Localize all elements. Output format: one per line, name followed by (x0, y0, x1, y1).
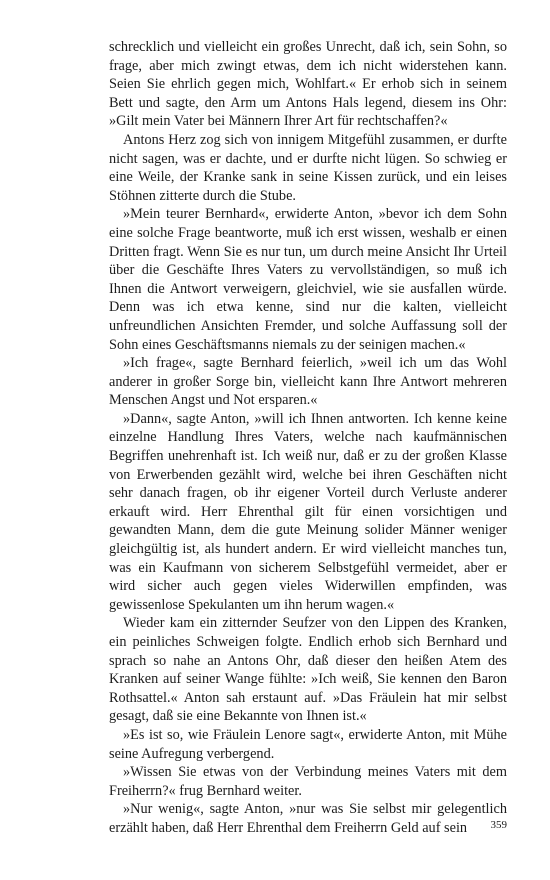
paragraph: »Mein teurer Bernhard«, erwiderte Anton, »bevor ich dem Sohn eine solche Frage beantworte, muß ich erst wissen, weshalb er einen Dritten fragt. Wenn Sie es nur tun, um durch meine Ansicht Ihr Urteil über die Geschäfte Ihres Vaters zu vervollständigen, so muß ich Ihnen die Antwort verweigern, gleichviel, wie sie ausfallen würde. Denn was ich etwa kenne, sind nur die kalten, vielleicht unfreundlichen Ansichten Fremder, und solche Auffassung soll der Sohn eines Geschäftsmanns niemals zu der seinigen machen.« (109, 206, 507, 353)
paragraph: Antons Herz zog sich von innigem Mitgefühl zusammen, er durfte nicht sagen, was er dachte, und er durfte nicht lügen. So schwieg er eine Weile, der Kranke sank in seine Kissen zurück, und ein leises Stöhnen zitterte durch die Stube. (109, 131, 507, 204)
paragraph: »Ich frage«, sagte Bernhard feierlich, »weil ich um das Wohl anderer in großer Sorge bin, vielleicht kann Ihre Antwort mehreren Menschen Angst und Not ersparen.« (109, 355, 507, 409)
paragraph: »Nur wenig«, sagte Anton, »nur was Sie selbst mir gelegentlich erzählt haben, daß Herr Ehrenthal dem Freiherrn Geld auf sein (109, 801, 507, 836)
paragraph: »Es ist so, wie Fräulein Lenore sagt«, erwiderte Anton, mit Mühe seine Aufregung verbergend. (109, 726, 507, 762)
paragraph: Wieder kam ein zitternder Seufzer von den Lippen des Kranken, ein peinliches Schweigen folgte. Endlich erhob sich Bernhard und sprach so nahe an Antons Ohr, daß dieser den heißen Atem des Kranken auf seiner Wange fühlte: »Ich weiß, Sie kennen den Baron Rothsattel.« Anton sah erstaunt auf. »Das Fräulein hat mir selbst gesagt, daß sie eine Bekannte von Ihnen ist.« (109, 615, 507, 725)
page-body (109, 38, 507, 838)
paragraph: »Wissen Sie etwas von der Verbindung meines Vaters mit dem Freiherrn?« frug Bernhard weiter. (109, 764, 507, 799)
paragraph: »Dann«, sagte Anton, »will ich Ihnen antworten. Ich kenne keine einzelne Handlung Ihres Vaters, welche nach kaufmännischen Begriffen unehrenhaft ist. Ich weiß nur, daß er zu der großen Klasse von Erwerbenden gezählt wird, welche bei ihren Geschäften nicht sehr danach fragen, ob ihr eigener Vorteil durch Verluste anderer erkauft wird. Herr Ehrenthal gilt für einen vorsichtigen und gewandten Mann, dem die gute Meinung solider Männer weniger gleichgültig ist, als hundert andern. Er wird vielleicht manches tun, was ein Kaufmann von sicherem Selbstgefühl vermeidet, aber er wird sicher auch gegen vieles Widerwillen empfinden, was gewissenlose Spekulanten um ihn herum wagen.« (109, 410, 507, 613)
paragraph: schrecklich und vielleicht ein großes Unrecht, daß ich, sein Sohn, so frage, aber mich zwingt etwas, dem ich nicht widerstehen kann. Seien Sie ehrlich gegen mich, Wohlfart.« Er erhob sich in seinem Bett und sagte, den Arm um Antons Hals legend, diesem ins Ohr: »Gilt mein Vater bei Männern Ihrer Art für rechtschaffen?« (109, 39, 507, 130)
page-number: 359 (490, 819, 507, 831)
